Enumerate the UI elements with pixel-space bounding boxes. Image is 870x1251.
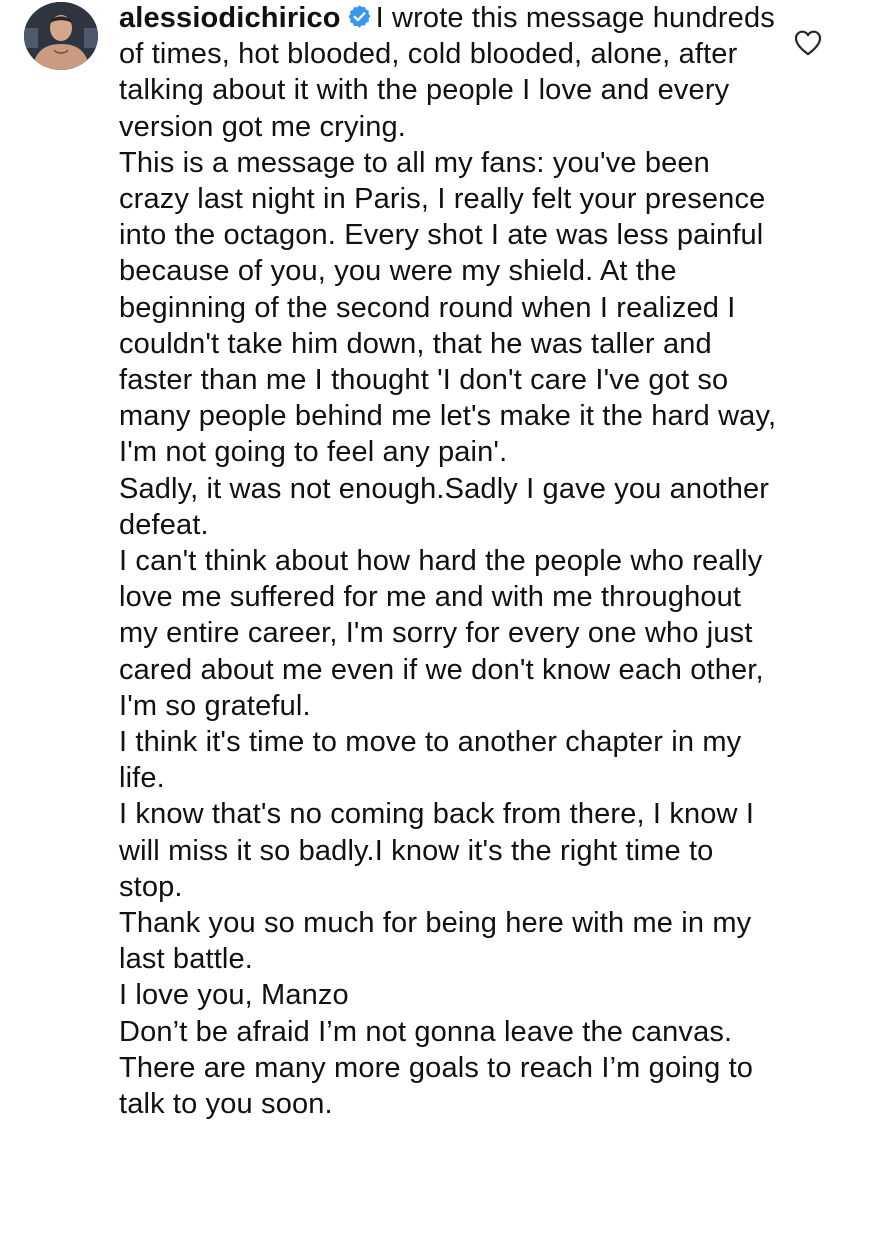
comment-paragraph-6: I know that's no coming back from there, I know I will miss it so badly.I know it's the right time to stop. (119, 798, 755, 903)
comment-paragraph-3: Sadly, it was not enough.Sadly I gave you another defeat. (119, 472, 770, 541)
comment-paragraph-9: Don’t be afraid I’m not gonna leave the canvas. There are many more goals to reach I’m going to talk to you soon. (119, 1015, 754, 1121)
comment-text (119, 0, 779, 1122)
comment-paragraph-8: I love you, Manzo (119, 979, 349, 1012)
comment-paragraph-2: This is a message to all my fans: you've been crazy last night in Paris, I really felt your presence into the octagon. Every shot I ate was less painful because of you, you were my shield. At the beginning of the second round when I realized I couldn't take him down, that he was taller and faster than me I thought 'I don't care I've got so many people behind me let's make it the hard way, I'm not going to feel any pain'. (119, 146, 777, 469)
avatar[interactable] (24, 2, 98, 70)
comment-text-segment: I wrote this message hundreds of times, hot blooded, cold blooded, alone, after talking about it with the people I love and every version got me crying. (119, 2, 775, 143)
username-link[interactable]: alessiodichirico (119, 2, 341, 34)
verified-badge-icon (347, 4, 372, 29)
comment-paragraph-5: I think it's time to move to another chapter in my life. (119, 726, 742, 795)
comment-paragraph-1 (119, 0, 779, 145)
heart-outline-icon[interactable] (793, 29, 823, 56)
avatar-photo-icon (24, 2, 98, 70)
comment-paragraph-4: I can't think about how hard the people who really love me suffered for me and with me throughout my entire career, I'm sorry for every one who just cared about me even if we don't know each other, I'm so grateful. (119, 545, 764, 722)
comment-paragraph-7: Thank you so much for being here with me in my last battle. (119, 907, 752, 976)
